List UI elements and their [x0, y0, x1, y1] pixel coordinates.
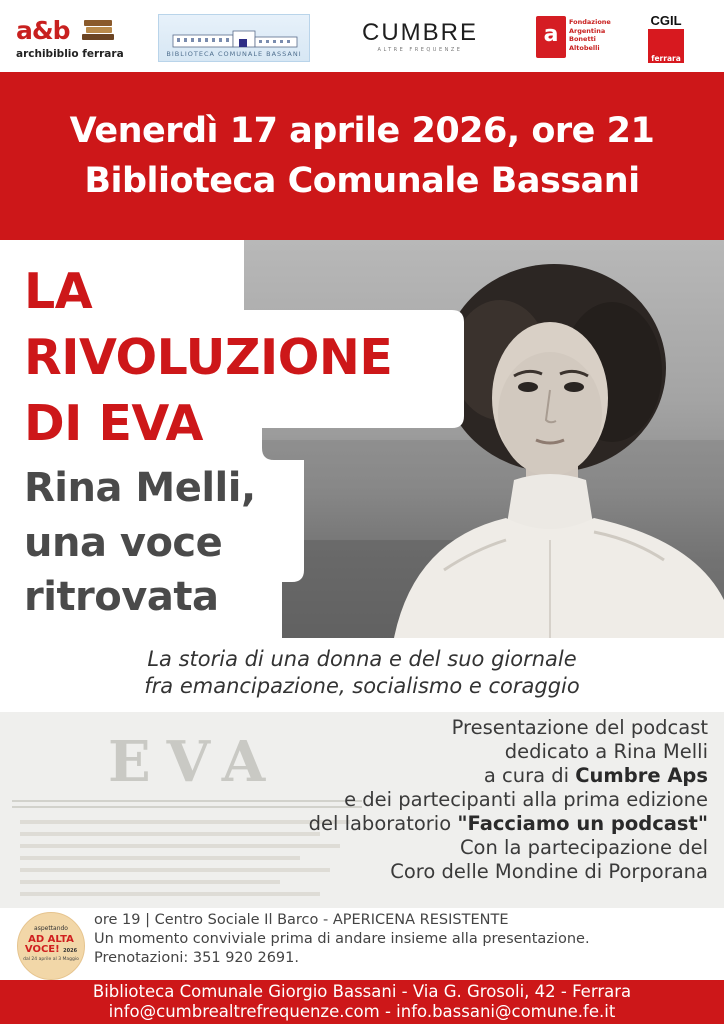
- hero-section: [0, 240, 724, 638]
- biblioteca-bassani-logo: [158, 14, 310, 62]
- presentation-line-6: Con la partecipazione del: [459, 836, 708, 859]
- ad-alta-voce-badge: aspettando AD ALTA VOCE! 2026 dal 24 aprile al 3 Maggio: [17, 912, 85, 980]
- apericena-line-2: Un momento conviviale prima di andare insieme alla presentazione.: [94, 931, 590, 947]
- presentation-text: [309, 716, 708, 884]
- presentation-line-7: Coro delle Mondine di Porporana: [390, 860, 708, 883]
- cgil-logo-city: ferrara: [651, 54, 681, 63]
- title-line-3: DI EVA: [24, 395, 203, 452]
- archibiblio-logo: [16, 16, 124, 62]
- biblioteca-logo-text: BIBLIOTECA COMUNALE BASSANI: [166, 50, 302, 58]
- footer: [0, 980, 724, 1024]
- event-header-band: [0, 72, 724, 240]
- presentation-line-5: del laboratorio "Facciamo un podcast": [308, 812, 708, 835]
- tagline: [0, 646, 724, 700]
- event-date: Venerdì 17 aprile 2026, ore 21: [69, 111, 655, 151]
- apericena-section: [0, 908, 724, 980]
- archibiblio-logo-mark: a&b: [16, 16, 70, 45]
- cgil-logo-text: CGIL: [650, 13, 682, 28]
- books-icon: [82, 18, 116, 44]
- event-venue: Biblioteca Comunale Bassani: [84, 161, 640, 201]
- eva-masthead: EVA: [108, 729, 282, 795]
- apericena-text: [94, 911, 590, 968]
- cumbre-logo-text: CUMBRE: [361, 19, 478, 46]
- fondazione-altobelli-logo: [536, 16, 616, 62]
- subtitle-line-2: una voce: [24, 520, 223, 566]
- workshop-name: "Facciamo un podcast": [457, 812, 708, 835]
- fondazione-mark-icon: a: [536, 16, 566, 58]
- cumbre-aps-name: Cumbre Aps: [575, 764, 708, 787]
- subtitle-line-3: ritrovata: [24, 574, 219, 620]
- tagline-line-2: fra emancipazione, socialismo e coraggio: [144, 674, 580, 698]
- presentation-line-1: Presentazione del podcast: [451, 716, 708, 739]
- library-building-icon: [169, 29, 301, 49]
- title-line-1: LA: [24, 263, 93, 320]
- presentation-line-2: dedicato a Rina Melli: [504, 740, 708, 763]
- title-line-2: RIVOLUZIONE: [24, 329, 393, 386]
- presentation-line-3: a cura di Cumbre Aps: [483, 764, 708, 787]
- presentation-line-4: e dei partecipanti alla prima edizione: [344, 788, 708, 811]
- footer-emails: info@cumbrealtrefrequenze.com - info.bassani@comune.fe.it: [108, 1002, 616, 1021]
- title-panel: [0, 240, 464, 638]
- archibiblio-logo-text: archibiblio ferrara: [16, 48, 124, 60]
- cumbre-logo-subtext: ALTRE FREQUENZE: [377, 47, 463, 53]
- presentation-section: [0, 712, 724, 908]
- tagline-line-1: La storia di una donna e del suo giornale: [147, 647, 577, 671]
- logo-bar: [0, 0, 724, 72]
- apericena-line-1: ore 19 | Centro Sociale Il Barco - APERICENA RESISTENTE: [94, 912, 509, 928]
- fondazione-logo-text: Fondazione Argentina Bonetti Altobelli: [569, 18, 611, 52]
- subtitle-line-1: Rina Melli,: [24, 465, 256, 511]
- apericena-line-3: Prenotazioni: 351 920 2691.: [94, 950, 299, 966]
- cgil-logo: [646, 14, 686, 64]
- cumbre-logo: [356, 20, 484, 56]
- footer-address: Biblioteca Comunale Giorgio Bassani - Via G. Grosoli, 42 - Ferrara: [92, 982, 632, 1001]
